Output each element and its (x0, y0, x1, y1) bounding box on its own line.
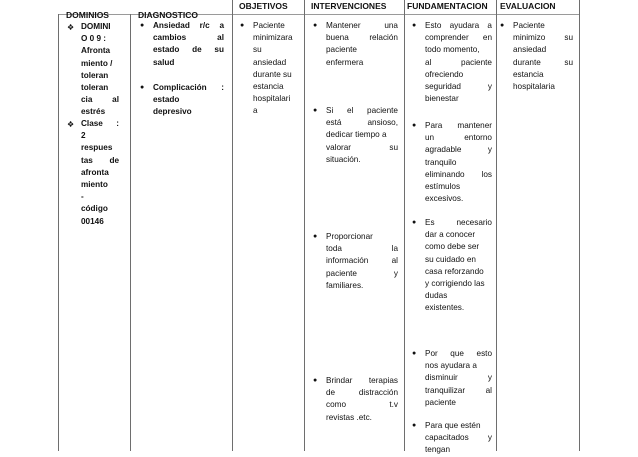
column-divider (579, 0, 580, 451)
diagnostico-item (153, 82, 224, 119)
text-line: tranquilizar al (425, 385, 492, 395)
text-line: O 0 9 : (81, 34, 107, 44)
text-line: minimizara (253, 33, 293, 43)
text-line: valorar su (326, 142, 398, 152)
text-line: Paciente (513, 21, 545, 30)
text-line: dedicar tiempo a (326, 130, 387, 140)
intervencion-item (326, 231, 398, 292)
text-line: de distracción (326, 388, 398, 398)
bullet-icon: ● (140, 22, 145, 29)
text-line: tranquilo (425, 157, 457, 167)
text-line: Brindar terapias (326, 376, 398, 385)
text-line: Proporcionar (326, 232, 373, 241)
text-line: estímulos (425, 182, 461, 192)
header-intervenciones: INTERVENCIONES (311, 1, 387, 11)
fundamentacion-item (425, 348, 492, 409)
text-line: bienestar (425, 94, 459, 104)
text-line: y corrigiendo las (425, 279, 485, 289)
text-line: afronta (81, 167, 109, 177)
text-line: Para mantener (425, 121, 492, 130)
diagnostico-item (153, 20, 224, 69)
text-line: existentes. (425, 303, 465, 313)
text-line: ofreciendo (425, 69, 464, 79)
text-line: miento / (81, 58, 113, 68)
text-line: 00146 (81, 216, 104, 226)
text-line: Ansiedad r/c a (153, 21, 224, 30)
column-divider (130, 14, 131, 451)
text-line: ansiedad (253, 57, 287, 67)
text-line: toleran (81, 70, 109, 80)
header-evaluacion: EVALUACION (500, 1, 556, 11)
text-line: depresivo (153, 107, 192, 117)
text-line: Es necesario (425, 218, 492, 227)
header-objetivos: OBJETIVOS (239, 1, 288, 11)
text-line: Paciente (253, 21, 285, 30)
text-line: a (253, 106, 258, 116)
text-line: estado (153, 95, 180, 105)
text-line: salud (153, 57, 175, 67)
column-divider (232, 0, 233, 451)
bullet-icon: ● (412, 122, 417, 129)
text-line: Mantener una (326, 21, 398, 30)
text-line: DOMINI (81, 22, 111, 31)
text-line: información al (326, 256, 398, 266)
dominio-item (81, 21, 119, 119)
text-line: cia al (81, 95, 119, 105)
header-dominios: DOMINIOS (66, 10, 109, 20)
text-line: dar a conocer (425, 230, 476, 240)
text-line: paciente (425, 397, 456, 407)
intervencion-item (326, 375, 398, 424)
text-line: cambios al (153, 33, 224, 43)
text-line: toleran (81, 83, 109, 93)
text-line: durante su (513, 57, 573, 67)
text-line: está ansioso, (326, 118, 398, 128)
column-divider (58, 14, 59, 451)
fundamentacion-item (425, 217, 492, 315)
text-line: miento (81, 180, 108, 190)
text-line: disminuir y (425, 373, 492, 383)
text-line: - (81, 192, 84, 202)
column-divider (304, 0, 305, 451)
bullet-icon: ● (313, 233, 318, 240)
text-line: todo momento, (425, 45, 480, 55)
fundamentacion-item (425, 120, 492, 205)
text-line: agradable y (425, 145, 492, 155)
text-line: dudas (425, 291, 448, 301)
text-line: minimizo su (513, 33, 573, 43)
table-top-border (58, 14, 579, 15)
text-line: estrés (81, 107, 106, 117)
text-line: hospitalari (253, 94, 291, 104)
text-line: paciente y (326, 268, 398, 278)
text-line: 2 (81, 131, 86, 141)
text-line: Si el paciente (326, 106, 398, 115)
text-line: eliminando los (425, 169, 492, 179)
text-line: hospitalaria (513, 82, 555, 92)
text-line: Clase : (81, 119, 119, 128)
header-fundamentacion: FUNDAMENTACION (407, 1, 488, 11)
bullet-icon: ● (500, 22, 505, 29)
header-diagnostico: DIAGNOSTICO (138, 10, 198, 20)
bullet-icon: ● (140, 84, 145, 91)
text-line: enfermera (326, 57, 364, 67)
fundamentacion-item (425, 420, 492, 457)
bullet-icon: ● (412, 422, 417, 429)
text-line: situación. (326, 154, 361, 164)
fundamentacion-item (425, 20, 492, 105)
text-line: tengan (425, 445, 451, 455)
column-divider (404, 0, 405, 451)
text-line: estancia (253, 82, 284, 92)
bullet-icon: ● (412, 22, 417, 29)
text-line: un entorno (425, 133, 492, 143)
text-line: Para que estén (425, 421, 481, 430)
bullet-icon: ● (412, 219, 417, 226)
bullet-icon: ● (240, 22, 245, 29)
text-line: paciente (326, 45, 357, 55)
text-line: Complicación : (153, 83, 224, 92)
text-line: revistas .etc. (326, 412, 372, 422)
diamond-bullet-icon: ❖ (67, 120, 75, 129)
evaluacion-item (513, 20, 573, 93)
text-line: su cuidado en (425, 254, 476, 264)
column-divider (496, 0, 497, 451)
text-line: respues (81, 143, 113, 153)
bullet-icon: ● (313, 107, 318, 114)
text-line: seguridad y (425, 82, 492, 92)
text-line: su (253, 45, 262, 55)
text-line: casa reforzando (425, 266, 484, 276)
text-line: durante su (253, 69, 292, 79)
text-line: toda la (326, 244, 398, 254)
bullet-icon: ● (313, 377, 318, 384)
text-line: familiares. (326, 280, 364, 290)
text-line: tas de (81, 155, 119, 165)
text-line: al paciente (425, 57, 492, 67)
bullet-icon: ● (313, 22, 318, 29)
text-line: Esto ayudara a (425, 21, 492, 30)
text-line: capacitados y (425, 433, 492, 443)
text-line: Por que esto (425, 349, 492, 358)
text-line: como debe ser (425, 242, 480, 252)
intervencion-item (326, 20, 398, 69)
bullet-icon: ● (412, 350, 417, 357)
text-line: comprender en (425, 33, 492, 43)
text-line: buena relación (326, 33, 398, 43)
text-line: estancia (513, 69, 544, 79)
text-line: excesivos. (425, 194, 464, 204)
dominio-item (81, 118, 119, 228)
diamond-bullet-icon: ❖ (67, 23, 75, 32)
text-line: Afronta (81, 46, 111, 56)
objetivo-item (253, 20, 299, 118)
text-line: nos ayudara a (425, 361, 477, 371)
intervencion-item (326, 105, 398, 166)
text-line: código (81, 204, 108, 214)
text-line: estado de su (153, 45, 224, 55)
text-line: ansiedad (513, 45, 547, 55)
text-line: como t.v (326, 400, 398, 410)
